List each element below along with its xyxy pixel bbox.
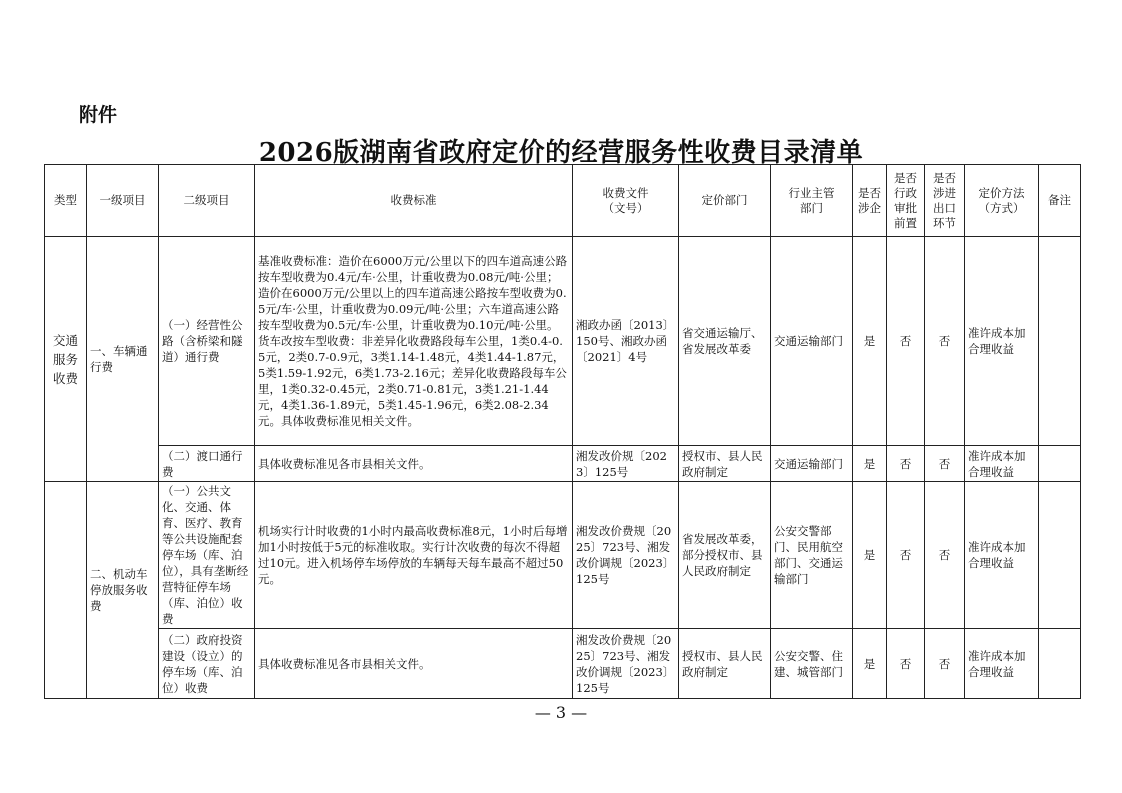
fee-catalogue-table [44,164,1081,699]
header-level2: 二级项目 [159,165,255,237]
admin-approval-cell: 否 [887,482,925,629]
header-involves-enterprise: 是否 涉企 [853,165,887,237]
pricing-dept-cell: 授权市、县人民政府制定 [679,446,771,482]
header-admin-approval: 是否 行政 审批 前置 [887,165,925,237]
table-row [45,629,1081,699]
table-row [45,482,1081,629]
attachment-label: 附件 [79,104,118,126]
import-export-cell: 否 [925,446,965,482]
import-export-cell: 否 [925,237,965,446]
level2-cell: （二）渡口通行费 [159,446,255,482]
header-pricing-method: 定价方法 （方式） [965,165,1039,237]
pricing-dept-cell: 省交通运输厅、省发展改革委 [679,237,771,446]
document-cell: 湘发改价费规〔2025〕723号、湘发改价调规〔2023〕125号 [573,482,679,629]
table-row [45,237,1081,446]
header-standard: 收费标准 [255,165,573,237]
category-cell: 交通 服务 收费 [45,237,87,482]
document-title: 2026版湖南省政府定价的经营服务性收费目录清单 [258,138,864,168]
document-cell: 湘政办函〔2013〕150号、湘政办函〔2021〕4号 [573,237,679,446]
header-level1: 一级项目 [87,165,159,237]
header-import-export: 是否 涉进 出口 环节 [925,165,965,237]
header-industry-dept: 行业主管 部门 [771,165,853,237]
involves-enterprise-cell: 是 [853,629,887,699]
level2-cell: （二）政府投资建设（设立）的停车场（库、泊位）收费 [159,629,255,699]
header-document: 收费文件 （文号） [573,165,679,237]
level2-cell: （一）公共文化、交通、体育、医疗、教育等公共设施配套停车场（库、泊位），具有垄断经营特征停车场（库、泊位）收费 [159,482,255,629]
industry-dept-cell: 交通运输部门 [771,446,853,482]
category-cell-continued [45,482,87,699]
pricing-dept-cell: 省发展改革委，部分授权市、县人民政府制定 [679,482,771,629]
pricing-method-cell: 准许成本加合理收益 [965,629,1039,699]
header-pricing-dept: 定价部门 [679,165,771,237]
level1-cell: 二、机动车停放服务收费 [87,482,159,699]
page-number: — 3 — [534,703,588,722]
header-row [45,165,1081,237]
industry-dept-cell: 交通运输部门 [771,237,853,446]
standard-cell: 具体收费标准见各市县相关文件。 [255,629,573,699]
remark-cell [1039,629,1081,699]
admin-approval-cell: 否 [887,629,925,699]
document-cell: 湘发改价费规〔2025〕723号、湘发改价调规〔2023〕125号 [573,629,679,699]
involves-enterprise-cell: 是 [853,237,887,446]
remark-cell [1039,482,1081,629]
pricing-method-cell: 准许成本加合理收益 [965,482,1039,629]
admin-approval-cell: 否 [887,446,925,482]
import-export-cell: 否 [925,629,965,699]
header-remark: 备注 [1039,165,1081,237]
standard-cell: 基准收费标准：造价在6000万元/公里以下的四车道高速公路按车型收费为0.4元/车·公里，计重收费为0.08元/吨·公里；造价在6000万元/公里以上的四车道高速公路按车型收费为0.5元/车·公里，计重收费为0.09元/吨·公里；六车道高速公路按车型收费为0.5元/车·公里，计重收费为0.10元/吨·公里。货车改按车型收费：非差异化收费路段每车公里，1类0.4-0.5元，2类0.7-0.9元，3类1.14-1.48元，4类1.44-1.87元，5类1.59-1.92元，6类1.73-2.16元；差异化收费路段每车公里，1类0.32-0.45元，2类0.71-0.81元，3类1.21-1.44元，4类1.36-1.89元，5类1.45-1.96元，6类2.08-2.34元。具体收费标准见相关文件。 [255,237,573,446]
pricing-method-cell: 准许成本加合理收益 [965,237,1039,446]
table-row [45,446,1081,482]
standard-cell: 具体收费标准见各市县相关文件。 [255,446,573,482]
level2-cell: （一）经营性公路（含桥梁和隧道）通行费 [159,237,255,446]
pricing-method-cell: 准许成本加合理收益 [965,446,1039,482]
involves-enterprise-cell: 是 [853,446,887,482]
admin-approval-cell: 否 [887,237,925,446]
industry-dept-cell: 公安交警部门、民用航空部门、交通运输部门 [771,482,853,629]
pricing-dept-cell: 授权市、县人民政府制定 [679,629,771,699]
industry-dept-cell: 公安交警、住建、城管部门 [771,629,853,699]
document-cell: 湘发改价规〔2023〕125号 [573,446,679,482]
remark-cell [1039,446,1081,482]
standard-cell: 机场实行计时收费的1小时内最高收费标准8元，1小时后每增加1小时按低于5元的标准收取。实行计次收费的每次不得超过10元。进入机场停车场停放的车辆每天每车最高不超过50元。 [255,482,573,629]
header-type: 类型 [45,165,87,237]
remark-cell [1039,237,1081,446]
import-export-cell: 否 [925,482,965,629]
level1-cell: 一、车辆通行费 [87,237,159,482]
involves-enterprise-cell: 是 [853,482,887,629]
